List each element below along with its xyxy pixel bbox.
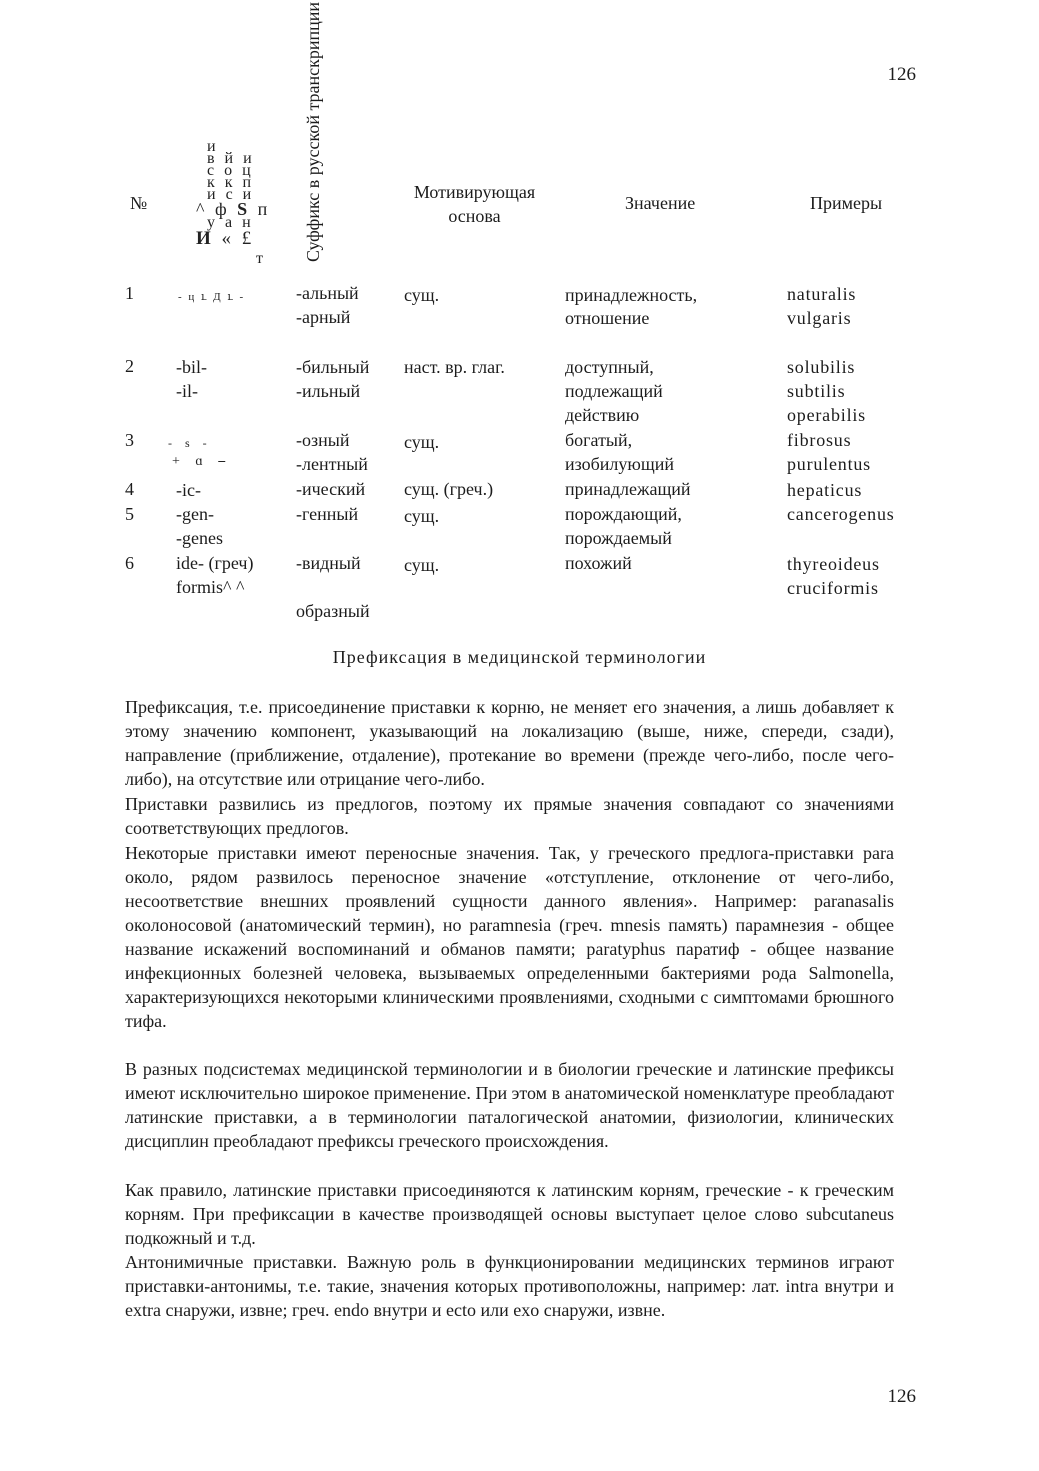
row-russian-suffix: -ический (296, 479, 366, 499)
row-base: сущ. (404, 506, 440, 526)
row-example: hepaticus (787, 480, 863, 500)
row-russian-suffix: -ильный (296, 381, 361, 401)
row-meaning: принадлежность, (565, 285, 698, 305)
row-num: 1 (125, 283, 134, 303)
section-title: Префиксация в медицинской терминологии (332, 647, 707, 667)
row-meaning: доступный, (565, 357, 654, 377)
paragraph: Антонимичные приставки. Важную роль в функционировании медицинских терминов играют приставки-антонимы, т.е. такие, значения которых противоположны, например: лат. intra внутри и extra снаружи, извне; греч. endo внутри и ecto или exo снаружи, извне. (125, 1252, 894, 1320)
row-num: 6 (125, 553, 134, 573)
page-number-top: 126 (887, 64, 916, 85)
row-example: fibrosus (787, 430, 852, 450)
paragraph: Префиксация, т.е. присоединение приставки к корню, не меняет его значения, а лишь добавляет к этому значению компонент, указывающий на локализацию (выше, ниже, спереди, сзади), направление (приближение, отдаление), протекание во времени (прежде чего-либо, после чего-либо), на отсутствие или отрицание чего-либо. (125, 697, 894, 789)
row-num: 5 (125, 504, 134, 524)
row-meaning: отношение (565, 308, 650, 328)
row-base: сущ. (404, 432, 440, 452)
header-meaning: Значение (625, 193, 696, 213)
row-latin-suffix: -gen- (176, 504, 214, 524)
row-example: subtilis (787, 381, 846, 401)
row-num: 3 (125, 430, 134, 450)
paragraph: В разных подсистемах медицинской терминологии и в биологии греческие и латинские префиксы имеют исключительно широкое применение. При этом в анатомической номенклатуре преобладают латинские приставки, а в терминологии паталогической анатомии, физиологии, клинических дисциплин преобладают префиксы греческого происхождения. (125, 1059, 894, 1151)
row-meaning: подлежащий (565, 381, 663, 401)
row-latin-suffix: -il- (176, 381, 198, 401)
row-meaning: принадлежащий (565, 479, 691, 499)
row-latin-suffix: -bil- (176, 357, 207, 377)
row-example: naturalis (787, 284, 857, 304)
row-example: cruciformis (787, 578, 879, 598)
header-suffix-russian: Суффикс в русской транскрипции (303, 1, 323, 262)
row-base: сущ. (греч.) (404, 479, 494, 499)
row-latin-suffix: ide- (греч) (176, 553, 254, 573)
row-example: operabilis (787, 405, 866, 425)
row-num: 4 (125, 479, 134, 499)
row-russian-suffix: -озный (296, 430, 350, 450)
header-motivating-base: Мотивирующая основа (413, 182, 536, 226)
row-example: solubilis (787, 357, 856, 377)
row-russian-suffix: -альный (296, 283, 359, 303)
row-meaning: порождающий, (565, 504, 682, 524)
row-base: сущ. (404, 555, 440, 575)
row-russian-suffix: -генный (296, 504, 359, 524)
page-number-bottom: 126 (887, 1386, 916, 1407)
garbled-suffix-mark: - ц ւ Д ւ - (178, 291, 246, 303)
row-num: 2 (125, 356, 134, 376)
row-russian-suffix: -видный (296, 553, 361, 573)
row-base: наст. вр. глаг. (404, 357, 505, 377)
row-example: vulgaris (787, 308, 852, 328)
row-russian-suffix: образный (296, 601, 370, 621)
garbled-suffix-mark: + ɑ ⎯ (172, 454, 232, 469)
header-num: № (130, 193, 148, 213)
row-meaning: богатый, (565, 430, 633, 450)
paragraph: Как правило, латинские приставки присоединяются к латинским корням, греческие - к греческим корням. При префиксации в качестве производящей основы выступает целое слово subcutaneus подкожный и т.д. (125, 1180, 894, 1248)
row-base: сущ. (404, 285, 440, 305)
paragraph: Приставки развились из предлогов, поэтому их прямые значения совпадают со значениями соответствующих предлогов. (125, 794, 894, 838)
row-meaning: изобилующий (565, 454, 674, 474)
paragraph: Некоторые приставки имеют переносные значения. Так, у греческого предлога-приставки para около, рядом развилось переносное значение «отступление, отклонение от чего-либо, несоответствие внешних проявлений сущности данного явления». Например: paranasalis околоносовой (анатомический термин), но paramnesia (греч. mnesis память) парамнезия - общее название искажений воспоминаний и обманов памяти; paratyphus паратиф - общее название инфекционных болезней человека, вызываемых определенными бактериями рода Salmonella, характеризующихся некоторыми клиническими проявлениями, сходными с симптомами брюшного тифа. (125, 843, 894, 1031)
row-latin-suffix: -genes (176, 528, 223, 548)
garbled-suffix-mark: - ѕ - (168, 436, 212, 450)
row-latin-suffix: -ic- (176, 480, 201, 500)
row-meaning: порождаемый (565, 528, 672, 548)
row-example: cancerogenus (787, 504, 895, 524)
row-latin-suffix: formis^ ^ (176, 577, 245, 597)
header-examples: Примеры (810, 193, 883, 213)
row-meaning: действию (565, 405, 640, 425)
row-russian-suffix: -арный (296, 307, 351, 327)
row-meaning: похожий (565, 553, 632, 573)
row-example: purulentus (787, 454, 871, 474)
row-russian-suffix: -лентный (296, 454, 368, 474)
row-russian-suffix: -бильный (296, 357, 370, 377)
row-example: thyreoideus (787, 554, 880, 574)
